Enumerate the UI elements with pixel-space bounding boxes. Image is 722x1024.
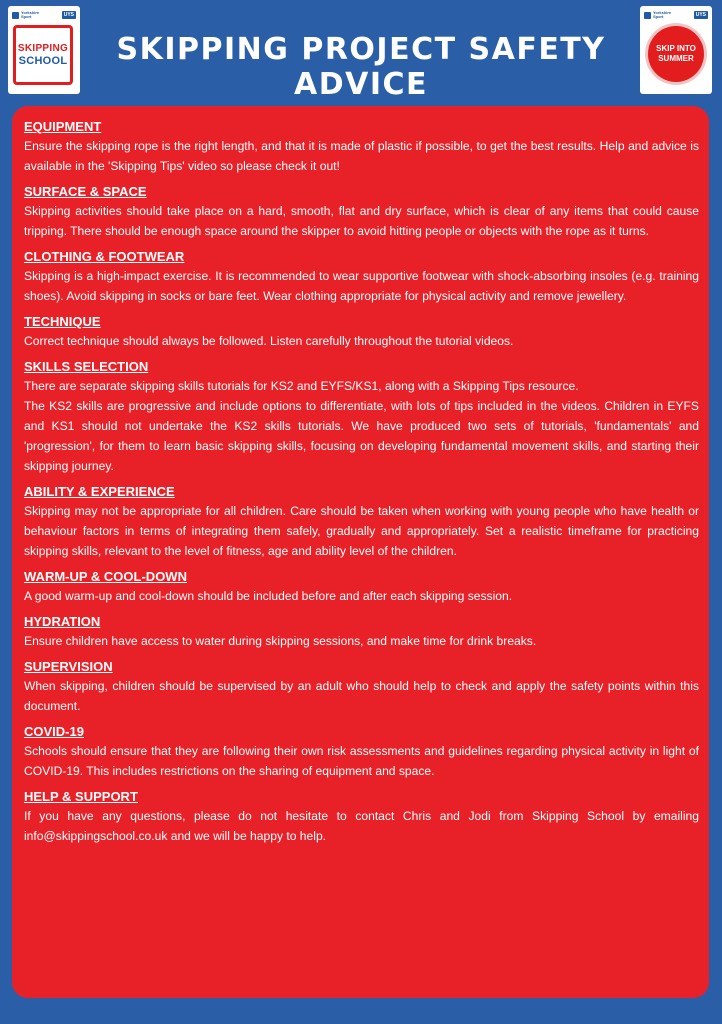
- section-text: Correct technique should always be followed. Listen carefully throughout the tutorial videos.: [24, 334, 514, 348]
- section-text: Skipping may not be appropriate for all children. Care should be taken when working with young people who have health or behaviour factors in terms of integrating them safely, gradually and appropriately. Set a realistic timeframe for practicing skipping skills, relevant to the level of fitness, age and ability level of the children.: [24, 504, 699, 558]
- section-heading: SUPERVISION: [24, 659, 113, 674]
- section-text: Skipping activities should take place on a hard, smooth, flat and dry surface, which is clear of any items that could cause tripping. There should be enough space around the skipper to avoid hitting people or objects with the rope as it turns.: [24, 204, 699, 238]
- section-covid-19: [24, 723, 699, 781]
- section-text: When skipping, children should be supervised by an adult who should help to check and apply the safety points within this document.: [24, 679, 699, 713]
- uys-logo: UYS: [63, 12, 74, 18]
- partner-logos: [12, 9, 76, 21]
- section-supervision: [24, 658, 699, 716]
- section-warm-up-cool-down: [24, 568, 699, 606]
- advice-content: [24, 118, 699, 853]
- section-heading: CLOTHING & FOOTWEAR: [24, 249, 185, 264]
- uys-logo: UYS: [695, 12, 706, 18]
- section-equipment: [24, 118, 699, 176]
- section-text: Schools should ensure that they are following their own risk assessments and guidelines regarding physical activity in light of COVID-19. This includes restrictions on the sharing of equipment and space.: [24, 744, 699, 778]
- yorkshire-sport-icon: [644, 12, 651, 19]
- section-text-continued: The KS2 skills are progressive and include options to differentiate, with lots of tips included in the videos. Children in EYFS and KS1 should not undertake the KS2 skills tutorials. We have produced two sets of tutorials, 'fundamentals' and 'progression', for them to learn basic skipping skills, focusing on developing fundamental movement skills, and starting their skipping journey.: [24, 399, 699, 473]
- section-text: Ensure children have access to water during skipping sessions, and make time for drink breaks.: [24, 634, 537, 648]
- section-heading: WARM-UP & COOL-DOWN: [24, 569, 187, 584]
- logo-line-summer: SUMMER: [658, 54, 694, 63]
- section-heading: COVID-19: [24, 724, 84, 739]
- partner-logos: [644, 9, 708, 21]
- section-heading: TECHNIQUE: [24, 314, 101, 329]
- section-text: If you have any questions, please do not hesitate to contact Chris and Jodi from Skipping School by emailing info@skippingschool.co.uk and we will be happy to help.: [24, 809, 699, 843]
- advice-panel: [12, 106, 709, 998]
- logo-line-skipping: SKIPPING: [17, 43, 69, 54]
- section-heading: SURFACE & SPACE: [24, 184, 147, 199]
- skip-into-summer-badge: [648, 26, 704, 82]
- yorkshire-sport-logo: [12, 11, 41, 19]
- yorkshire-sport-icon: [12, 12, 19, 19]
- section-text: Ensure the skipping rope is the right length, and that it is made of plastic if possible, to get the best results. Help and advice is available in the 'Skipping Tips' video so please check it out!: [24, 139, 699, 173]
- section-hydration: [24, 613, 699, 651]
- section-ability-experience: [24, 483, 699, 561]
- section-heading: ABILITY & EXPERIENCE: [24, 484, 175, 499]
- skipping-school-badge: [13, 25, 73, 85]
- skip-into-summer-logo: [640, 6, 712, 94]
- skipping-school-logo: [8, 6, 80, 94]
- yorkshire-sport-label: Yorkshire Sport: [653, 10, 672, 19]
- section-heading: SKILLS SELECTION: [24, 359, 149, 374]
- yorkshire-sport-label: Yorkshire Sport: [21, 10, 40, 19]
- section-heading: EQUIPMENT: [24, 119, 102, 134]
- section-help-support: [24, 788, 699, 846]
- section-text: Skipping is a high-impact exercise. It is recommended to wear supportive footwear with shock-absorbing insoles (e.g. training shoes). Avoid skipping in socks or bare feet. Wear clothing appropriate for physical activity and remove jewellery.: [24, 269, 699, 303]
- section-text: A good warm-up and cool-down should be included before and after each skipping session.: [24, 589, 513, 603]
- section-surface-space: [24, 183, 699, 241]
- section-heading: HELP & SUPPORT: [24, 789, 138, 804]
- section-text: There are separate skipping skills tutorials for KS2 and EYFS/KS1, along with a Skipping Tips resource.: [24, 379, 579, 393]
- logo-line-skip-into: SKIP INTO: [656, 44, 696, 53]
- page-title: SKIPPING PROJECT SAFETY ADVICE: [116, 32, 606, 102]
- header: [0, 0, 722, 100]
- logo-line-school: SCHOOL: [18, 55, 68, 67]
- section-heading: HYDRATION: [24, 614, 101, 629]
- section-technique: [24, 313, 699, 351]
- section-clothing-footwear: [24, 248, 699, 306]
- section-skills-selection: [24, 358, 699, 476]
- yorkshire-sport-logo: [644, 11, 673, 19]
